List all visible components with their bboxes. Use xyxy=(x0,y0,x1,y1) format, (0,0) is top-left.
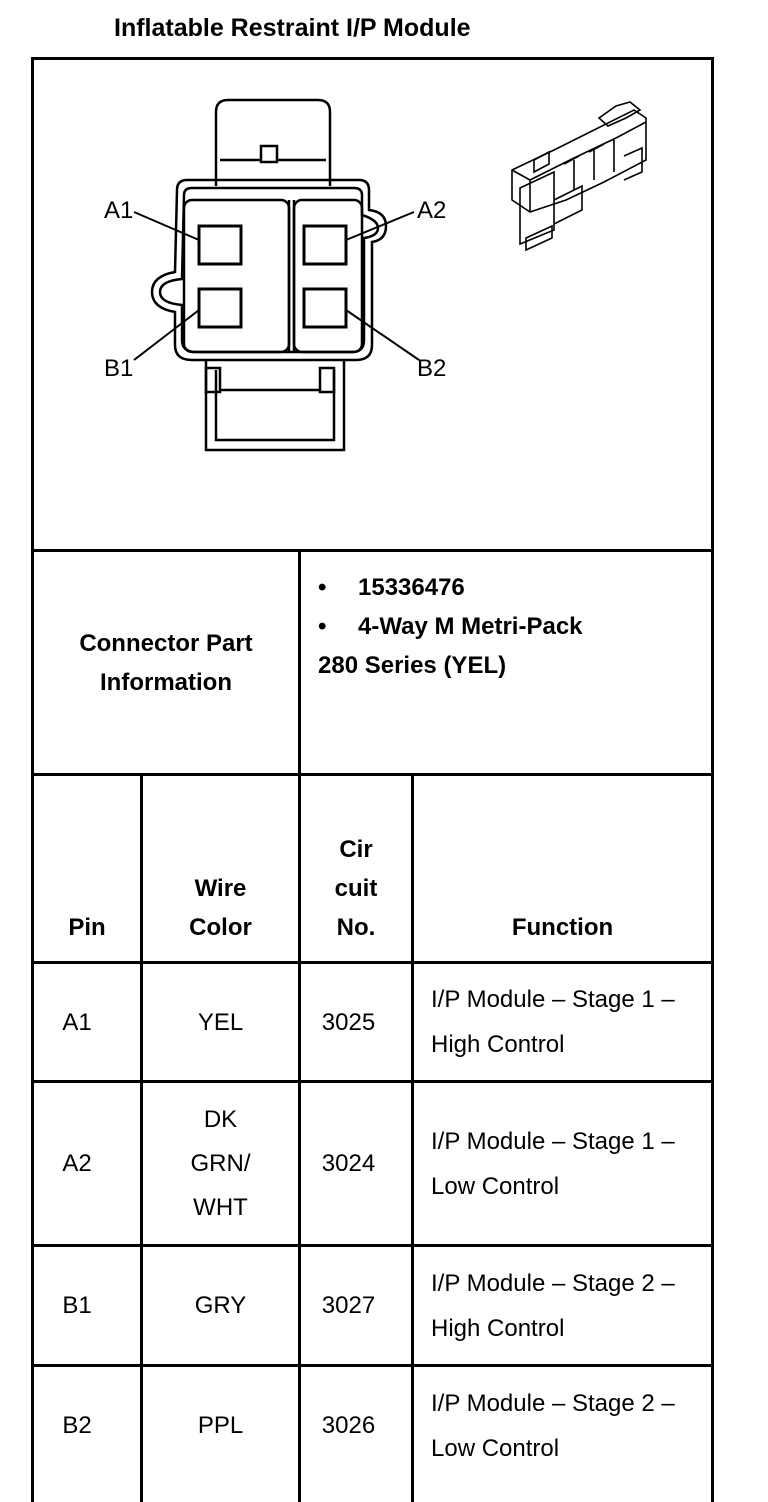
pin-label-a2: A2 xyxy=(417,197,447,224)
description-line xyxy=(318,607,583,646)
pin-cell: B2 xyxy=(62,1412,92,1439)
pin-label-a1: A1 xyxy=(104,197,134,224)
connector-diagram xyxy=(34,60,711,550)
connector-3d-icon xyxy=(512,102,646,250)
function-cell: I/P Module – Stage 2 – Low Control xyxy=(431,1389,675,1462)
bullet-icon: • xyxy=(318,613,327,640)
circuit-cell: 3026 xyxy=(321,1412,376,1439)
part-info-details xyxy=(318,568,583,685)
wire-color-cell: DK GRN/ WHT xyxy=(190,1105,251,1221)
pin-cell: B1 xyxy=(62,1292,92,1319)
function-cell: I/P Module – Stage 2 – High Control xyxy=(431,1269,675,1342)
part-info-label: Connector Part Information xyxy=(79,629,253,696)
pin-label-b1: B1 xyxy=(104,355,134,382)
connector-description: 4-Way M Metri-Pack xyxy=(358,613,583,640)
pin-cell: A1 xyxy=(62,1008,92,1036)
series-line: 280 Series (YEL) xyxy=(318,652,507,679)
pin-cell: A2 xyxy=(62,1150,92,1177)
function-cell: I/P Module – Stage 1 – High Control xyxy=(431,986,675,1058)
circuit-cell: 3024 xyxy=(321,1150,376,1177)
header-function: Function xyxy=(511,914,614,941)
header-pin: Pin xyxy=(68,914,106,941)
part-number: 15336476 xyxy=(358,574,465,601)
header-circuit: Cir cuit No. xyxy=(334,836,378,941)
wire-color-cell: YEL xyxy=(197,1008,244,1036)
pin-label-b2: B2 xyxy=(417,355,447,382)
wire-color-cell: PPL xyxy=(197,1412,244,1439)
wire-color-cell: GRY xyxy=(194,1292,247,1319)
circuit-cell: 3027 xyxy=(321,1292,376,1319)
bullet-icon: • xyxy=(318,574,327,601)
part-number-line xyxy=(318,568,583,607)
circuit-cell: 3025 xyxy=(321,1008,376,1036)
function-cell: I/P Module – Stage 1 – Low Control xyxy=(431,1127,675,1200)
connector-face-icon xyxy=(34,60,711,550)
page-title: Inflatable Restraint I/P Module xyxy=(114,14,471,42)
header-wire-color: Wire Color xyxy=(189,875,252,941)
